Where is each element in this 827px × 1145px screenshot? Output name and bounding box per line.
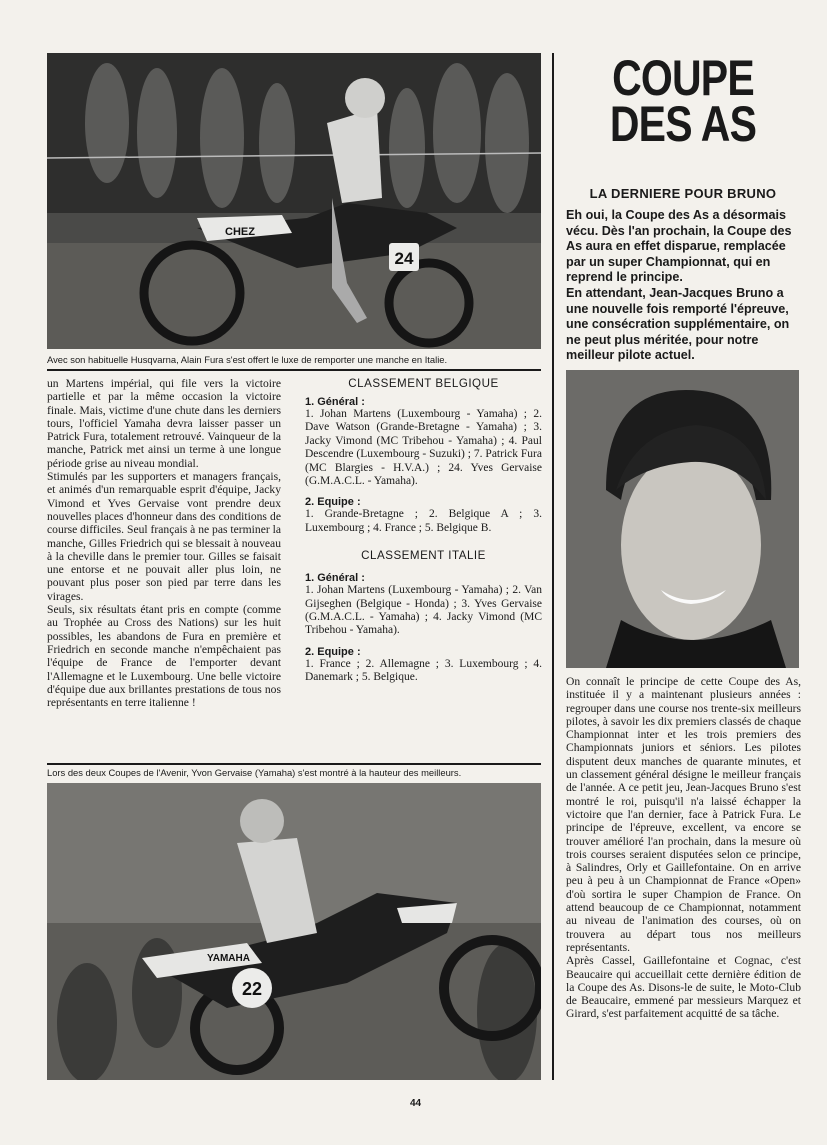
bottom-tank-text: YAMAHA — [207, 953, 250, 964]
caption-rule-top — [47, 369, 541, 371]
caption-rule-bottom — [47, 763, 541, 765]
photo-motocross-fura — [47, 53, 541, 349]
belgique-general-label: 1. Général : — [305, 396, 365, 408]
results-column — [305, 377, 542, 693]
article-title-line-1: COUPE — [612, 50, 754, 106]
left-paragraph-3: Seuls, six résultats étant pris en compte (comme au Trophée au Cross des Nations) sur les huit possibles, les abandons de Fura en première et Friedrich en seconde manche n'empêchaient pas l'équipe de France de l'emporter devant l'Allemagne et le Luxembourg. Une belle victoire d'équipe due aux brillantes prestations de tous nos représentants en terre italienne ! — [47, 603, 281, 710]
photo-portrait-bruno — [566, 370, 799, 668]
classement-italie-heading: CLASSEMENT ITALIE — [361, 549, 486, 563]
bottom-plate-number: 22 — [241, 979, 263, 999]
right-paragraph-1: On connaît le principe de cette Coupe des As, instituée il y a maintenant plusieurs années : regrouper dans une course nos trente-six meilleurs pilotes, à savoir les dix premiers classés de chaque Championnat inter et les trois premiers des Championnats juniors et séniors. Les pilotes disputent deux manches de quarante minutes, et un classement général désigne le meilleur français de l'année. A ce petit jeu, Jean-Jacques Bruno s'est montré le roi, puisqu'il n'a laissé échapper la victoire que l'an dernier, face à Patrick Fura. Le principe de l'épreuve, excellent, va encore se trouver amélioré l'an prochain, dans la mesure où trois courses seraient disputées selon ce principe, à Salindres, Orly et Gaillefontaine. On en arrive peu à peu à un Championnat de France «Open» d'où sortira le super Champion de France. On attend beaucoup de ce Championnat, notamment au niveau de l'animation des courses, où on trouvera au départ tous nos meilleurs représentants. — [566, 675, 801, 954]
left-column-text — [47, 377, 281, 709]
article-kicker: LA DERNIERE POUR BRUNO — [589, 186, 777, 201]
column-divider — [552, 53, 554, 1080]
italie-general-label: 1. Général : — [305, 572, 365, 585]
left-paragraph-2: Stimulés par les supporters et managers français, et animés d'un remarquable esprit d'équipe, Jacky Vimond et Yves Gervaise vont prendre deux nouvelles places d'honneur dans des conditions de course difficiles. Seul français à ne pas terminer la manche, Gilles Friedrich qui se blessait à nouveau à la cheville dans le premier tour. Gilles se faisait une entorse et ne pouvait aller plus loin, ne pouvant plus poser son pied par terre dans les virages. — [47, 470, 281, 603]
italie-equipe-results: 1. France ; 2. Allemagne ; 3. Luxembourg ; 4. Danemark ; 5. Belgique. — [305, 657, 542, 684]
photo-motocross-gervaise — [47, 783, 541, 1080]
left-paragraph-1: un Martens impérial, qui file vers la victoire partielle et par la même occasion la victoire finale. Mais, victime d'une chute dans les derniers tours, l'officiel Yamaha devra laisser passer un Patrick Fura, totalement retrouvé. Vainqueur de la manche, Patrick met ainsi un terme à une longue période grise au niveau mondial. — [47, 377, 281, 470]
article-title — [585, 50, 782, 152]
belgique-equipe-label: 2. Equipe : — [305, 496, 361, 509]
italie-equipe-label: 2. Equipe : — [305, 645, 361, 658]
intro-paragraph-2: En attendant, Jean-Jacques Bruno a une nouvelle fois remporté l'épreuve, une consécration supplémentaire, on ne peut plus méritée, pour notre meilleur pilote actuel. — [566, 285, 790, 363]
italie-general-results: 1. Johan Martens (Luxembourg - Yamaha) ; 2. Van Gijseghen (Belgique - Honda) ; 3. Yves Gervaise (G.M.A.C.L. - Yamaha) ; 4. Jacky Vimond (MC Tribehou - Yamaha). — [305, 584, 542, 637]
belgique-equipe-results: 1. Grande-Bretagne ; 2. Belgique A ; 3. Luxembourg ; 4. France ; 5. Belgique B. — [305, 508, 542, 534]
right-column-text — [566, 675, 801, 1021]
top-plate-number: 24 — [394, 249, 414, 268]
page-number: 44 — [410, 1098, 422, 1109]
article-intro — [566, 208, 802, 364]
article-title-line-2: DES AS — [609, 96, 757, 152]
classement-belgique-heading: CLASSEMENT BELGIQUE — [348, 377, 499, 390]
bottom-photo-caption: Lors des deux Coupes de l'Avenir, Yvon Gervaise (Yamaha) s'est montré à la hauteur des meilleurs. — [47, 767, 462, 778]
belgique-general-results: 1. Johan Martens (Luxembourg - Yamaha) ; 2. Dave Watson (Grande-Bretagne - Yamaha) ; 3. Jacky Vimond (MC Tribehou - Yamaha) ; 4. Paul Descendre (Luxembourg - Suzuki) ; 7. Patrick Fura (MC Blargies - H.V.A.) ; 24. Yves Gervaise (G.M.A.C.L. - Yamaha). — [305, 408, 542, 488]
top-photo-caption: Avec son habituelle Husqvarna, Alain Fura s'est offert le luxe de remporter une manche en Italie. — [47, 354, 448, 365]
top-side-plate: CHEZ — [225, 226, 255, 238]
intro-paragraph-1: Eh oui, la Coupe des As a désormais vécu. Dès l'an prochain, la Coupe des As aura en effet disparue, remplacée par un super Championnat, qui en reprend le principe. — [566, 208, 792, 285]
right-paragraph-2: Après Cassel, Gaillefontaine et Cognac, c'est Beaucaire qui accueillait cette dernière édition de la Coupe des As. Disons-le de suite, le Moto-Club de Beaucaire, emmené par messieurs Marquez et Girard, s'est parfaitement acquitté de sa tâche. — [566, 954, 801, 1021]
